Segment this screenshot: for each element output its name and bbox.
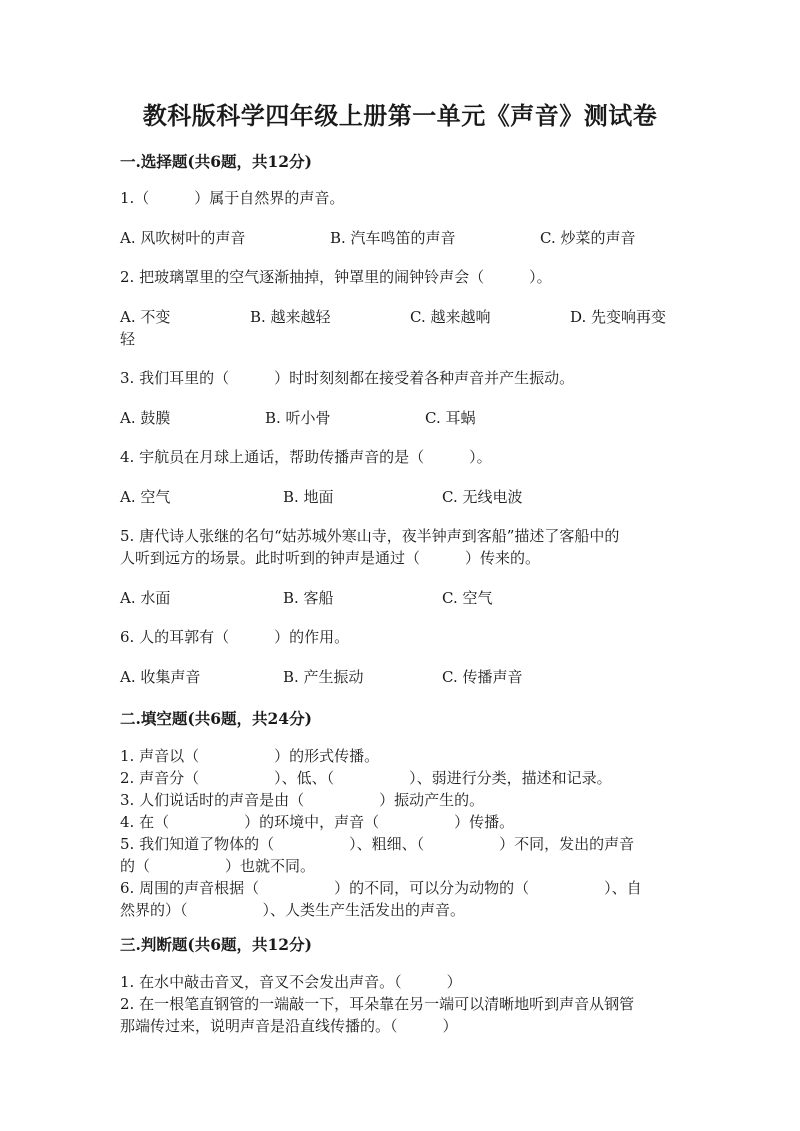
option-a: A. 收集声音 [120, 668, 201, 686]
question-stem: 4. 宇航员在月球上通话，帮助传播声音的是（ ）。 [120, 448, 492, 466]
fill-item: 4. 在（ ）的环境中，声音（ ）传播。 [120, 813, 515, 831]
judge-item: 2. 在一根笔直钢管的一端敲一下，耳朵靠在另一端可以清晰地听到声音从钢管 [120, 995, 635, 1013]
option-b: B. 越来越轻 [250, 308, 331, 326]
fill-item: 5. 我们知道了物体的（ ）、粗细、（ ）不同，发出的声音 [120, 835, 635, 853]
section-heading-fill: 二.填空题(共6题，共24分) [120, 709, 312, 728]
judge-item-continued: 那端传过来，说明声音是沿直线传播的。（ ） [120, 1017, 458, 1035]
option-c: C. 传播声音 [442, 668, 523, 686]
fill-item: 2. 声音分（ ）、低、（ ）、弱进行分类，描述和记录。 [120, 769, 612, 787]
option-b: B. 听小骨 [265, 409, 331, 427]
option-b: B. 地面 [283, 488, 334, 506]
question-stem: 3. 我们耳里的（ ）时时刻刻都在接受着各种声音并产生振动。 [120, 369, 575, 387]
fill-item: 3. 人们说话时的声音是由（ ）振动产生的。 [120, 791, 485, 809]
option-c: C. 炒菜的声音 [540, 229, 636, 247]
question-stem-continued: 人听到远方的场景。此时听到的钟声是通过（ ）传来的。 [120, 549, 541, 567]
question-stem: 2. 把玻璃罩里的空气逐渐抽掉，钟罩里的闹钟铃声会（ ）。 [120, 268, 552, 286]
option-a: A. 风吹树叶的声音 [120, 229, 246, 247]
option-b: B. 产生振动 [283, 668, 364, 686]
option-b: B. 汽车鸣笛的声音 [330, 229, 456, 247]
question-stem: 5. 唐代诗人张继的名句“姑苏城外寒山寺，夜半钟声到客船”描述了客船中的 [120, 527, 620, 545]
fill-item-continued: 的（ ）也就不同。 [120, 857, 316, 875]
fill-item: 6. 周围的声音根据（ ）的不同，可以分为动物的（ ）、自 [120, 879, 642, 897]
section-heading-choice: 一.选择题(共6题，共12分) [120, 152, 312, 171]
question-stem: 6. 人的耳郭有（ ）的作用。 [120, 628, 350, 646]
option-d: D. 先变响再变 [570, 308, 667, 326]
section-heading-judge: 三.判断题(共6题，共12分) [120, 935, 312, 954]
option-c: C. 空气 [442, 589, 493, 607]
option-c: C. 无线电波 [442, 488, 523, 506]
option-b: B. 客船 [283, 589, 334, 607]
option-a: A. 水面 [120, 589, 171, 607]
option-a: A. 鼓膜 [120, 409, 171, 427]
option-c: C. 越来越响 [410, 308, 491, 326]
page-title: 教科版科学四年级上册第一单元《声音》测试卷 [142, 101, 658, 130]
fill-item: 1. 声音以（ ）的形式传播。 [120, 747, 380, 765]
question-stem: 1.（ ）属于自然界的声音。 [120, 189, 345, 207]
option-d-wrap: 轻 [120, 330, 136, 348]
option-a: A. 空气 [120, 488, 171, 506]
fill-item-continued: 然界的）（ ）、人类生产生活发出的声音。 [120, 901, 466, 919]
judge-item: 1. 在水中敲击音叉，音叉不会发出声音。（ ） [120, 973, 462, 991]
option-a: A. 不变 [120, 308, 171, 326]
option-c: C. 耳蜗 [425, 409, 476, 427]
